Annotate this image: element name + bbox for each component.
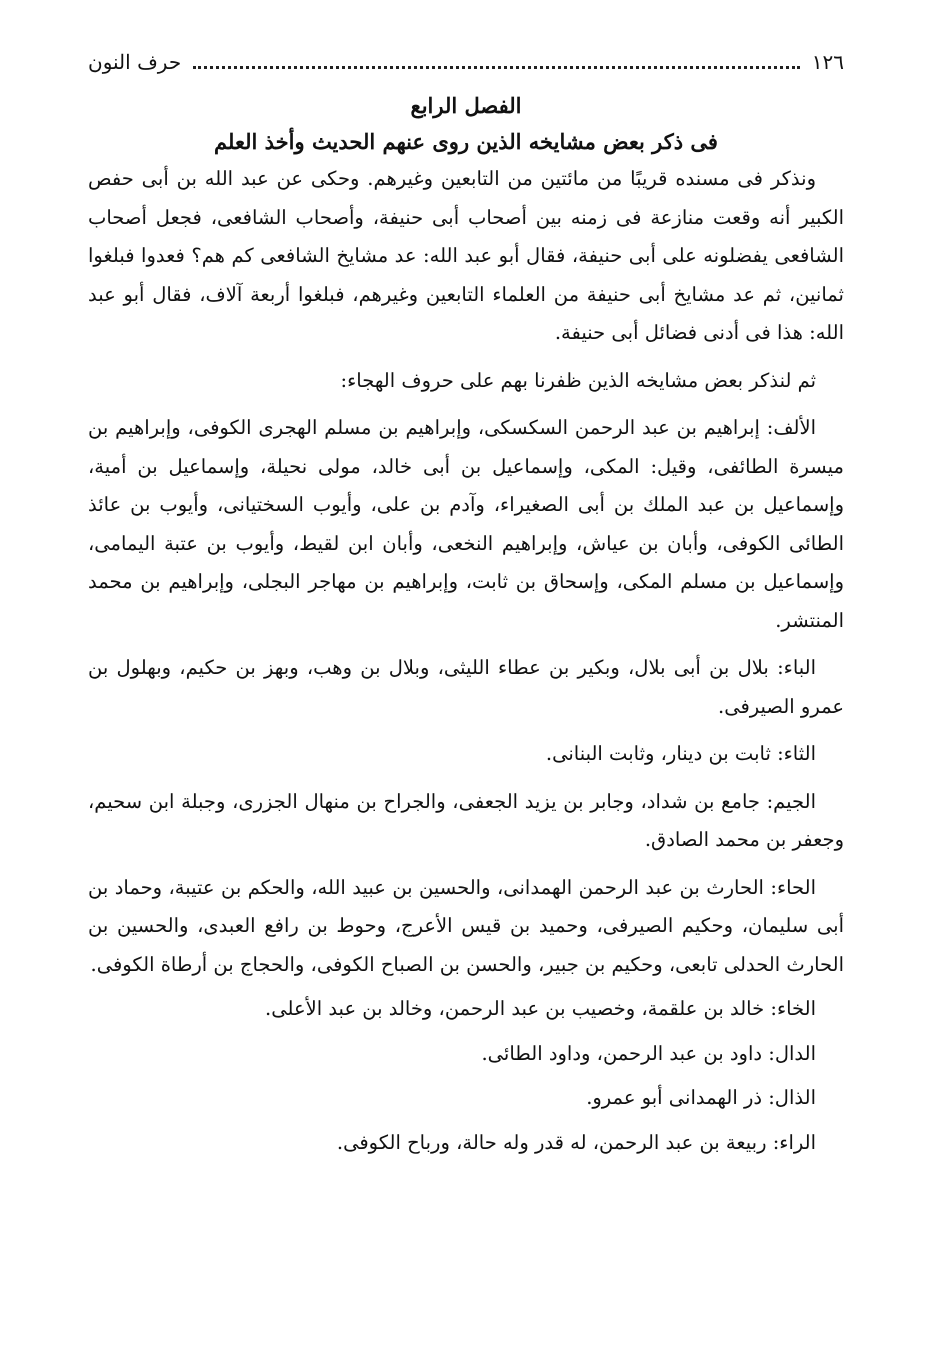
running-header bbox=[88, 40, 844, 84]
paragraph-ha: الحاء: الحارث بن عبد الرحمن الهمدانى، والحسين بن عبيد الله، والحكم بن عتيبة، وحماد بن أبى سليمان، وحكيم الصيرفى، وحميد بن قيس الأعرج، وحوط بن رافع العبدى، والحسين بن الحارث الحدلى تابعى، وحكيم بن جبير، والحسن بن الصباح الكوفى، والحجاج بن أرطاة الكوفى. bbox=[88, 875, 844, 976]
book-page bbox=[88, 40, 844, 1162]
paragraph-kha: الخاء: خالد بن علقمة، وخصيب بن عبد الرحمن، وخالد بن عبد الأعلى. bbox=[265, 997, 816, 1020]
paragraph-ba: الباء: بلال بن أبى بلال، وبكير بن عطاء الليثى، وبلال بن وهب، وبهز بن حكيم، وبهلول بن عمرو الصيرفى. bbox=[88, 656, 844, 718]
paragraph-tha: الثاء: ثابت بن دينار، وثابت البنانى. bbox=[545, 742, 816, 765]
paragraph-intro: ونذكر فى مسنده قريبًا من مائتين من التابعين وغيرهم. وحكى عن عبد الله بن أبى حفص الكبير أنه وقعت منازعة فى زمنه بين أصحاب أبى حنيفة، وأصحاب الشافعى، فجعل أصحاب الشافعى يفضلونه على أبى حنيفة، فقال أبو عبد الله: عد مشايخ الشافعى كم هم؟ فعدوا فبلغوا ثمانين، ثم عد مشايخ أبى حنيفة من العلماء التابعين وغيرهم، فبلغوا أربعة آلاف، فقال أبو عبد الله: هذا فى أدنى فضائل أبى حنيفة. bbox=[88, 167, 844, 344]
paragraph-dal: الدال: داود بن عبد الرحمن، وداود الطائى. bbox=[481, 1041, 816, 1065]
paragraph-list-intro: ثم لنذكر بعض مشايخه الذين ظفرنا بهم على حروف الهجاء: bbox=[340, 368, 816, 392]
dotted-leader bbox=[193, 44, 800, 69]
chapter-subtitle: فى ذكر بعض مشايخه الذين روى عنهم الحديث وأخذ العلم bbox=[214, 129, 718, 154]
running-title: حرف النون bbox=[88, 50, 182, 74]
chapter-title: الفصل الرابع bbox=[410, 93, 522, 118]
paragraph-alif: الألف: إبراهيم بن عبد الرحمن السكسكى، وإبراهيم بن مسلم الهجرى الكوفى، وإبراهيم بن ميسرة الطائفى، وقيل: المكى، وإسماعيل بن أبى خالد، مولى نحيلة، وإسماعيل بن أمية، وإسماعيل بن عبد الملك بن أبى الصغيراء، وآدم بن على، وأيوب السختيانى، وأيوب بن عائذ الطائى الكوفى، وأبان بن عياش، وإبراهيم النخعى، وأبان ابن لقيط، وأيوب بن عتبة اليمامى، وإسماعيل بن مسلم المكى، وإسحاق بن ثابت، وإبراهيم بن مهاجر البجلى، وإبراهيم بن محمد المنتشر. bbox=[88, 416, 844, 632]
paragraph-dhal: الذال: ذر الهمدانى أبو عمرو. bbox=[586, 1086, 816, 1109]
page-number: ١٢٦ bbox=[811, 50, 844, 74]
paragraph-jim: الجيم: جامع بن شداد، وجابر بن يزيد الجعفى، والجراح بن منهال الجزرى، وجبلة ابن سحيم، وجعفر بن محمد الصادق. bbox=[88, 789, 844, 851]
paragraph-ra: الراء: ربيعة بن عبد الرحمن، له قدر وله حالة، ورباح الكوفى. bbox=[336, 1130, 816, 1154]
